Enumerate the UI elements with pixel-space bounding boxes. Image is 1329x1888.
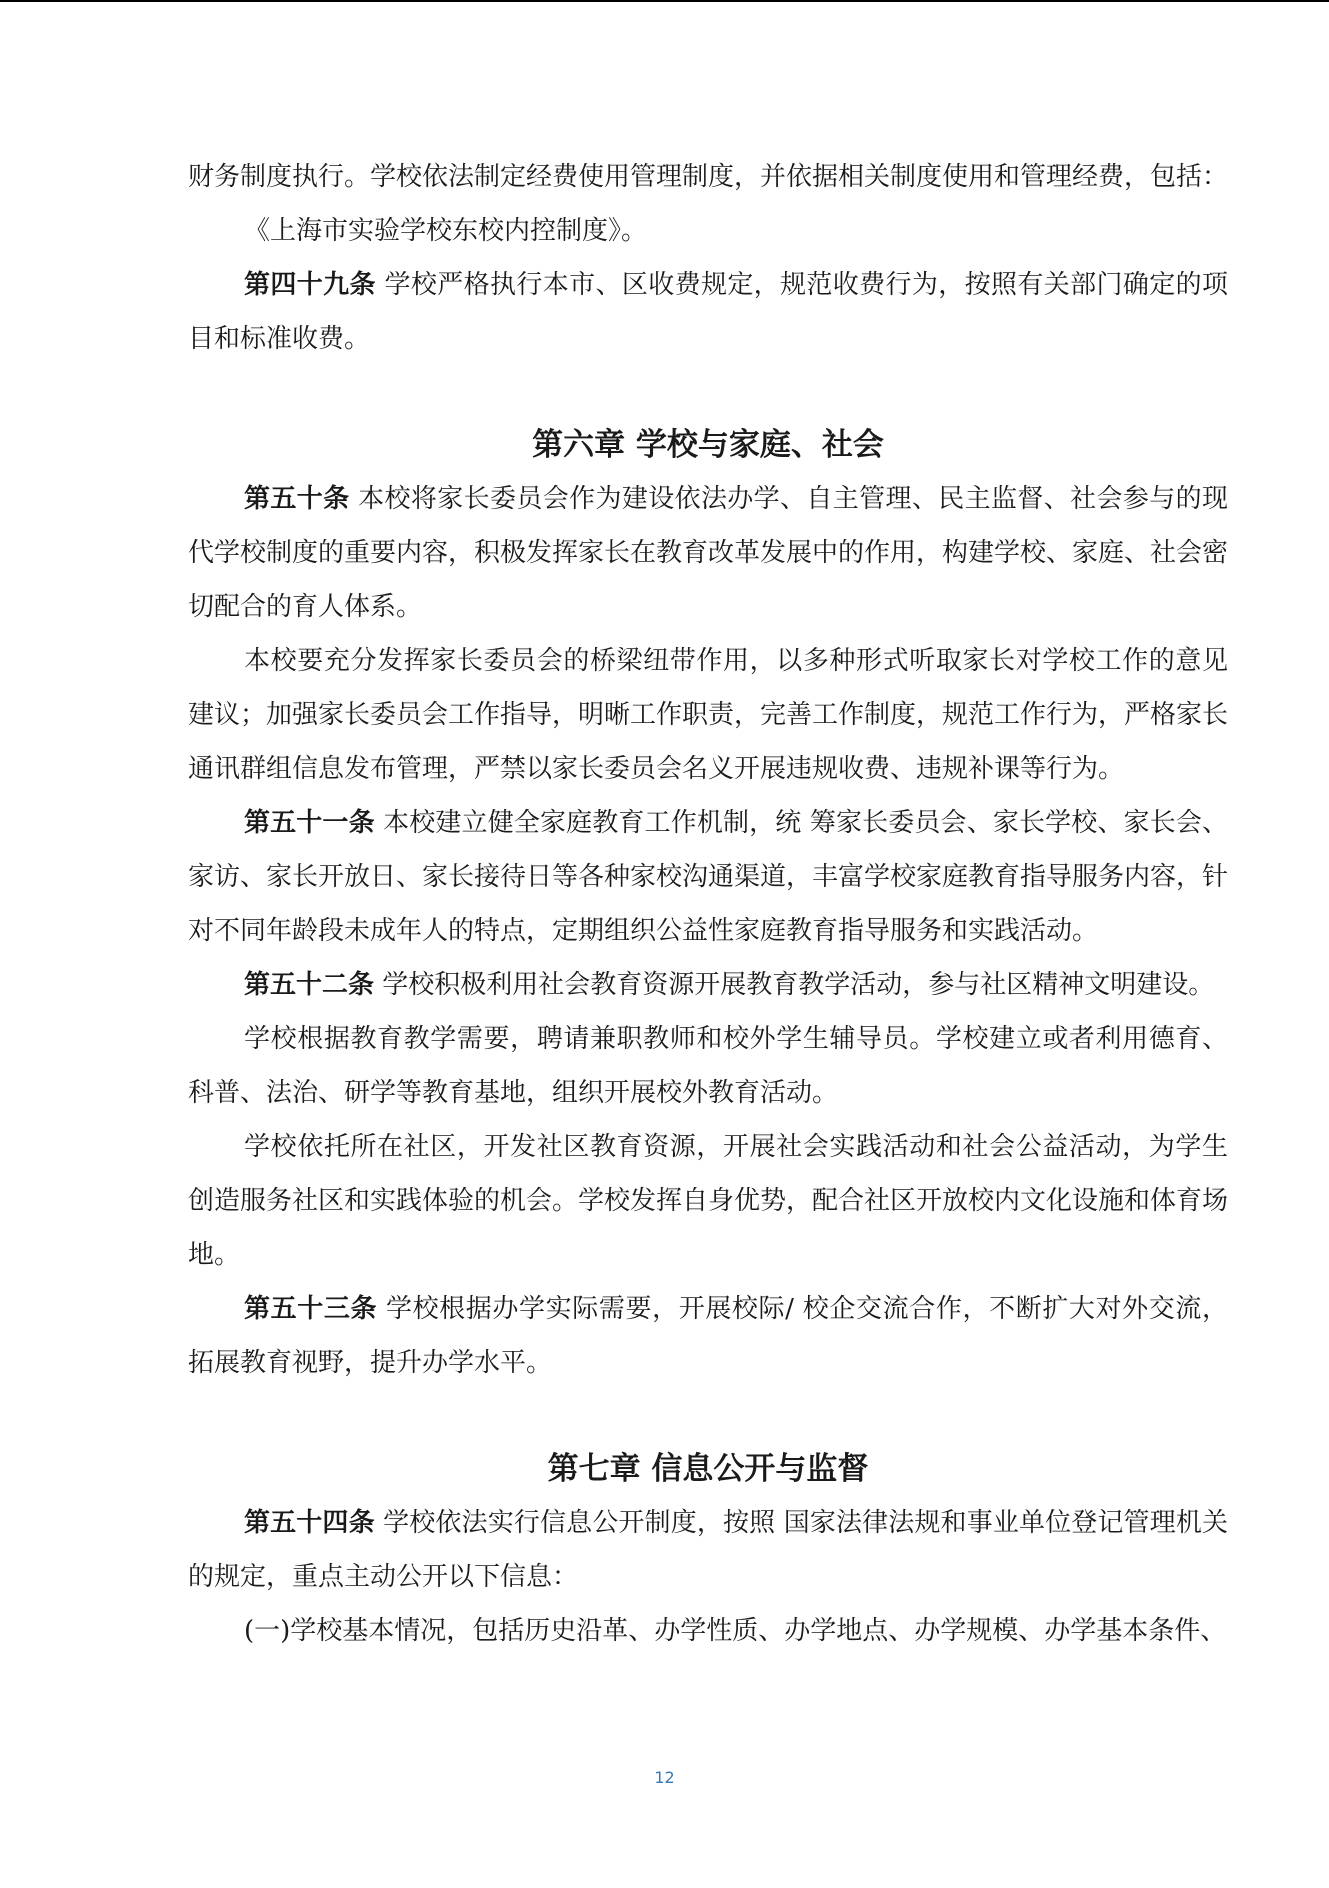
article-50-paragraph-2: 本校要充分发挥家长委员会的桥梁纽带作用，以多种形式听取家长对学校工作的意见建议；加强家长委员会工作指导，明晰工作职责，完善工作制度，规范工作行为，严格家长通讯群组信息发布管理，严禁以家长委员会名义开展违规收费、违规补课等行为。 [188, 646, 1229, 784]
article-50-text: 本校将家长委员会作为建设依法办学、自主管理、民主监督、社会参与的现代学校制度的重要内容，积极发挥家长在教育改革发展中的作用，构建学校、家庭、社会密切配合的育人体系。 [188, 484, 1229, 622]
article-52 [188, 958, 1228, 1012]
article-52-paragraph-3: 学校依托所在社区，开发社区教育资源，开展社会实践活动和社会公益活动，为学生创造服务社区和实践体验的机会。学校发挥自身优势，配合社区开放校内文化设施和体育场地。 [188, 1132, 1229, 1270]
article-53-label: 第五十三条 [244, 1294, 378, 1324]
article-51 [188, 796, 1228, 958]
top-border-line [0, 0, 1329, 2]
chapter-7-title: 第七章 信息公开与监督 [547, 1451, 869, 1487]
document-body [188, 150, 1228, 1658]
paragraph-finance: 财务制度执行。学校依法制定经费使用管理制度，并依据相关制度使用和管理经费，包括： [188, 162, 1229, 192]
page-number: 12 [654, 1768, 675, 1787]
article-54-item-1: (一)学校基本情况，包括历史沿革、办学性质、办学地点、办学规模、办学基本条件、 [244, 1616, 1227, 1646]
paragraph-internal-control: 《上海市实验学校东校内控制度》。 [244, 216, 648, 246]
article-54-text: 学校依法实行信息公开制度，按照 国家法律法规和事业单位登记管理机关的规定，重点主动公开以下信息： [188, 1508, 1228, 1592]
article-52-paragraph-2: 学校根据教育教学需要，聘请兼职教师和校外学生辅导员。学校建立或者利用德育、科普、法治、研学等教育基地，组织开展校外教育活动。 [188, 1024, 1228, 1108]
article-52-text: 学校积极利用社会教育资源开展教育教学活动，参与社区精神文明建设。 [374, 970, 1215, 1000]
article-49 [188, 258, 1228, 366]
article-54-label: 第五十四条 [244, 1508, 375, 1538]
article-52-label: 第五十二条 [244, 970, 375, 1000]
article-49-text: 学校严格执行本市、区收费规定，规范收费行为，按照有关部门确定的项目和标准收费。 [188, 270, 1228, 354]
article-51-text: 本校建立健全家庭教育工作机制，统 筹家长委员会、家长学校、家长会、家访、家长开放日、家长接待日等各种家校沟通渠道，丰富学校家庭教育指导服务内容，针对不同年龄段未成年人的特点，定期组织公益性家庭教育指导服务和实践活动。 [188, 808, 1229, 946]
article-50 [188, 472, 1228, 634]
article-53-text: 学校根据办学实际需要，开展校际/ 校企交流合作，不断扩大对外交流，拓展教育视野，提升办学水平。 [188, 1294, 1228, 1378]
chapter-6-title: 第六章 学校与家庭、社会 [532, 427, 884, 463]
article-54 [188, 1496, 1228, 1604]
article-50-label: 第五十条 [244, 484, 350, 514]
article-49-label: 第四十九条 [244, 270, 376, 300]
article-51-label: 第五十一条 [244, 808, 375, 838]
article-53 [188, 1282, 1228, 1390]
